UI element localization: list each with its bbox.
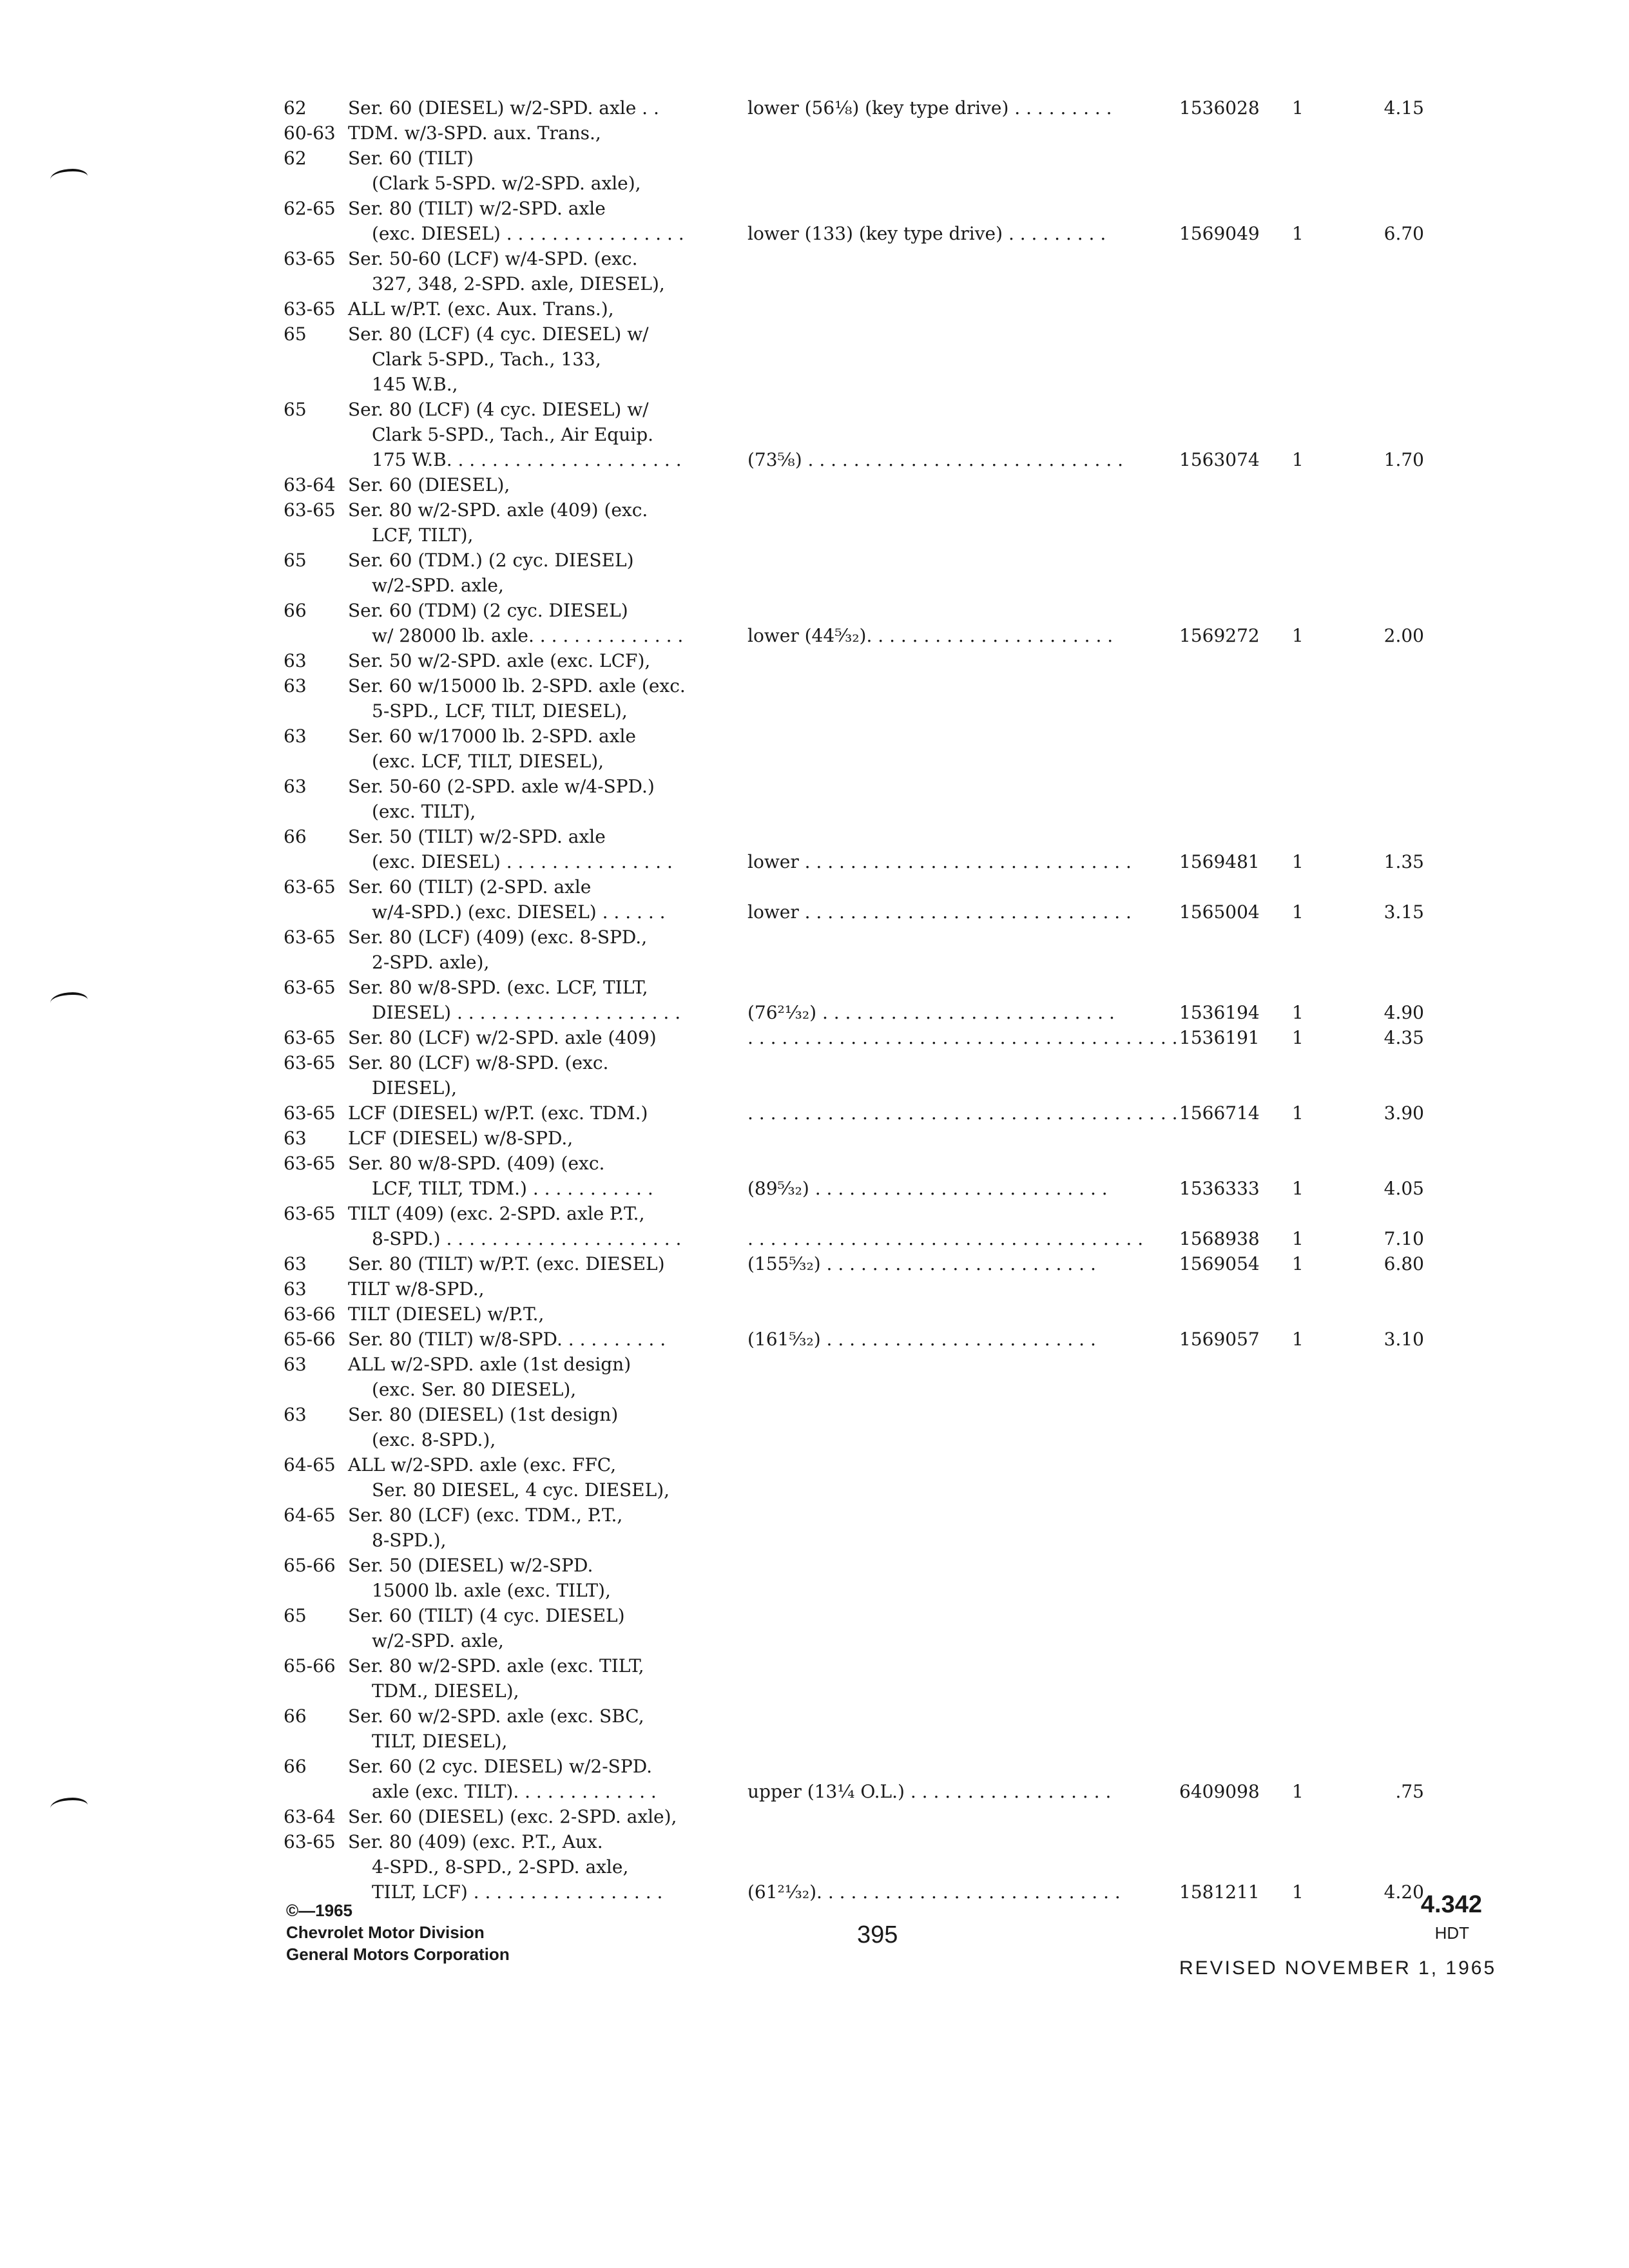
copyright-line: ©—1965: [286, 1901, 352, 1920]
part-description: (161⁵⁄₃₂) . . . . . . . . . . . . . . . . . . . . . . . .: [747, 1329, 1096, 1350]
model-year: 63-65: [284, 927, 336, 948]
model-year: 63-65: [284, 1052, 336, 1073]
application-description: TILT w/8-SPD.,: [348, 1278, 485, 1300]
section-code: HDT: [1434, 1923, 1469, 1943]
application-description: Ser. 60 (TDM) (2 cyc. DIESEL): [348, 600, 628, 621]
catalog-row: [284, 1427, 1443, 1452]
model-year: 63-65: [284, 876, 336, 898]
application-description: Ser. 80 (LCF) (exc. TDM., P.T.,: [348, 1504, 623, 1526]
price: 3.10: [1383, 1329, 1424, 1350]
application-description: Ser. 60 (TILT) (4 cyc. DIESEL): [348, 1605, 625, 1626]
model-year: 66: [284, 826, 307, 847]
page-number: 395: [857, 1921, 898, 1948]
catalog-row: [284, 724, 1443, 749]
model-year: 62: [284, 148, 307, 169]
price: 3.90: [1383, 1102, 1424, 1124]
application-description: Ser. 80 w/8-SPD. (exc. LCF, TILT,: [348, 977, 648, 998]
corporation-line: General Motors Corporation: [286, 1945, 510, 1964]
application-description: w/2-SPD. axle,: [372, 575, 504, 596]
catalog-row: [284, 447, 1443, 472]
model-year: 63: [284, 776, 307, 797]
revision-date: REVISED NOVEMBER 1, 1965: [1179, 1957, 1497, 1979]
application-description: TILT, DIESEL),: [372, 1731, 508, 1752]
catalog-row: [284, 271, 1443, 296]
catalog-row: [284, 1603, 1443, 1628]
price: 4.05: [1383, 1178, 1424, 1199]
catalog-row: [284, 849, 1443, 874]
catalog-row: [284, 1829, 1443, 1854]
binder-hole-mark: [50, 169, 88, 187]
application-description: w/4-SPD.) (exc. DIESEL) . . . . . .: [372, 901, 666, 923]
application-description: Ser. 80 (409) (exc. P.T., Aux.: [348, 1831, 603, 1852]
price: .75: [1395, 1781, 1424, 1802]
application-description: w/ 28000 lb. axle. . . . . . . . . . . . . .: [372, 625, 684, 646]
part-description: (61²¹⁄₃₂). . . . . . . . . . . . . . . . . . . . . . . . . . .: [747, 1881, 1121, 1903]
application-description: 15000 lb. axle (exc. TILT),: [372, 1580, 611, 1601]
part-description: (76²¹⁄₃₂) . . . . . . . . . . . . . . . . . . . . . . . . . .: [747, 1002, 1115, 1023]
price: 3.15: [1383, 901, 1424, 923]
price: 6.70: [1383, 223, 1424, 244]
model-year: 65: [284, 323, 307, 345]
catalog-row: [284, 899, 1443, 925]
price: 2.00: [1383, 625, 1424, 646]
catalog-row: [284, 1126, 1443, 1151]
model-year: 66: [284, 1706, 307, 1727]
application-description: Ser. 50 (DIESEL) w/2-SPD.: [348, 1555, 593, 1576]
catalog-row: [284, 874, 1443, 899]
application-description: Ser. 80 (TILT) w/2-SPD. axle: [348, 198, 606, 219]
model-year: 65: [284, 399, 307, 420]
catalog-row: [284, 1854, 1443, 1879]
catalog-row: [284, 523, 1443, 548]
catalog-row: [284, 1327, 1443, 1352]
catalog-row: [284, 1276, 1443, 1302]
price: 4.15: [1383, 97, 1424, 119]
application-description: w/2-SPD. axle,: [372, 1630, 504, 1651]
price: 4.20: [1383, 1881, 1424, 1903]
application-description: Ser. 50-60 (LCF) w/4-SPD. (exc.: [348, 248, 638, 269]
catalog-row: [284, 698, 1443, 724]
model-year: 63-65: [284, 977, 336, 998]
model-year: 63: [284, 1404, 307, 1425]
part-description: (73⅝) . . . . . . . . . . . . . . . . . . . . . . . . . . . .: [747, 449, 1124, 470]
application-description: LCF (DIESEL) w/P.T. (exc. TDM.): [348, 1102, 648, 1124]
model-year: 63: [284, 1354, 307, 1375]
price: 1.35: [1383, 851, 1424, 872]
catalog-row: [284, 573, 1443, 598]
application-description: Ser. 80 (TILT) w/8-SPD. . . . . . . . . .: [348, 1329, 666, 1350]
catalog-row: [284, 1452, 1443, 1477]
application-description: 5-SPD., LCF, TILT, DIESEL),: [372, 700, 628, 722]
catalog-row: [284, 221, 1443, 246]
application-description: Ser. 80 (LCF) (4 cyc. DIESEL) w/: [348, 323, 649, 345]
model-year: 63-65: [284, 1102, 336, 1124]
part-number: 1569054: [1179, 1253, 1260, 1274]
application-description: Ser. 50 (TILT) w/2-SPD. axle: [348, 826, 606, 847]
model-year: 66: [284, 1756, 307, 1777]
catalog-row: [284, 1377, 1443, 1402]
application-description: Clark 5-SPD., Tach., 133,: [372, 349, 601, 370]
catalog-row: [284, 673, 1443, 698]
catalog-row: [284, 246, 1443, 271]
part-number: 1536191: [1179, 1027, 1260, 1048]
division-line: Chevrolet Motor Division: [286, 1923, 485, 1942]
application-description: (exc. TILT),: [372, 801, 476, 822]
part-number: 1569481: [1179, 851, 1260, 872]
model-year: 63-65: [284, 1027, 336, 1048]
application-description: TILT (DIESEL) w/P.T.,: [348, 1303, 545, 1325]
part-description: lower . . . . . . . . . . . . . . . . . . . . . . . . . . . . .: [747, 901, 1132, 923]
catalog-row: [284, 648, 1443, 673]
model-year: 65: [284, 1605, 307, 1626]
application-description: LCF, TILT, TDM.) . . . . . . . . . . .: [372, 1178, 653, 1199]
application-description: Ser. 60 (TILT): [348, 148, 474, 169]
model-year: 63-65: [284, 499, 336, 521]
model-year: 62: [284, 97, 307, 119]
application-description: TILT (409) (exc. 2-SPD. axle P.T.,: [348, 1203, 645, 1224]
application-description: ALL w/2-SPD. axle (exc. FFC,: [348, 1454, 617, 1475]
quantity: 1: [1292, 1781, 1304, 1802]
model-year: 63: [284, 1253, 307, 1274]
quantity: 1: [1292, 1002, 1304, 1023]
catalog-row: [284, 1553, 1443, 1578]
application-description: Ser. 60 (TDM.) (2 cyc. DIESEL): [348, 550, 634, 571]
application-description: Ser. 80 (LCF) (4 cyc. DIESEL) w/: [348, 399, 649, 420]
model-year: 63-65: [284, 1203, 336, 1224]
part-description: upper (13¼ O.L.) . . . . . . . . . . . . . . . . . .: [747, 1781, 1112, 1802]
application-description: Ser. 80 w/2-SPD. axle (exc. TILT,: [348, 1655, 644, 1677]
catalog-row: [284, 598, 1443, 623]
application-description: Ser. 60 (DIESEL) (exc. 2-SPD. axle),: [348, 1806, 677, 1827]
model-year: 63: [284, 1278, 307, 1300]
application-description: ALL w/P.T. (exc. Aux. Trans.),: [348, 298, 614, 320]
catalog-row: [284, 95, 1443, 120]
model-year: 65-66: [284, 1655, 336, 1677]
model-year: 65: [284, 550, 307, 571]
quantity: 1: [1292, 901, 1304, 923]
quantity: 1: [1292, 1178, 1304, 1199]
quantity: 1: [1292, 1253, 1304, 1274]
catalog-row: [284, 347, 1443, 372]
catalog-row: [284, 472, 1443, 497]
application-description: 145 W.B.,: [372, 374, 458, 395]
quantity: 1: [1292, 1228, 1304, 1249]
model-year: 60-63: [284, 122, 336, 144]
application-description: Ser. 80 (TILT) w/P.T. (exc. DIESEL): [348, 1253, 665, 1274]
part-number: 1536194: [1179, 1002, 1260, 1023]
application-description: (exc. DIESEL) . . . . . . . . . . . . . . . .: [372, 223, 684, 244]
model-year: 63: [284, 1128, 307, 1149]
part-number: 1569057: [1179, 1329, 1260, 1350]
application-description: DIESEL) . . . . . . . . . . . . . . . . . . . .: [372, 1002, 681, 1023]
model-year: 63-64: [284, 1806, 336, 1827]
catalog-row: [284, 1151, 1443, 1176]
application-description: Clark 5-SPD., Tach., Air Equip.: [372, 424, 654, 445]
part-description: . . . . . . . . . . . . . . . . . . . . . . . . . . . . . . . . . . .: [747, 1228, 1144, 1249]
catalog-row: [284, 1402, 1443, 1427]
application-description: Ser. 60 (2 cyc. DIESEL) w/2-SPD.: [348, 1756, 653, 1777]
catalog-row: [284, 1050, 1443, 1075]
catalog-row: [284, 1528, 1443, 1553]
quantity: 1: [1292, 1102, 1304, 1124]
catalog-row: [284, 146, 1443, 171]
catalog-row: [284, 950, 1443, 975]
application-description: 4-SPD., 8-SPD., 2-SPD. axle,: [372, 1856, 629, 1878]
model-year: 63-64: [284, 474, 336, 495]
application-description: (exc. Ser. 80 DIESEL),: [372, 1379, 577, 1400]
application-description: LCF, TILT),: [372, 524, 474, 546]
application-description: (exc. 8-SPD.),: [372, 1429, 496, 1450]
quantity: 1: [1292, 1881, 1304, 1903]
price: 7.10: [1383, 1228, 1424, 1249]
application-description: 8-SPD.),: [372, 1530, 447, 1551]
catalog-row: [284, 1025, 1443, 1050]
part-number: 1568938: [1179, 1228, 1260, 1249]
catalog-row: [284, 1503, 1443, 1528]
application-description: 8-SPD.) . . . . . . . . . . . . . . . . . . . . .: [372, 1228, 682, 1249]
application-description: (Clark 5-SPD. w/2-SPD. axle),: [372, 173, 641, 194]
application-description: Ser. 80 w/8-SPD. (409) (exc.: [348, 1153, 605, 1174]
catalog-row: [284, 1653, 1443, 1678]
application-description: Ser. 60 (DIESEL) w/2-SPD. axle . .: [348, 97, 659, 119]
catalog-row: [284, 1176, 1443, 1201]
application-description: Ser. 80 (DIESEL) (1st design): [348, 1404, 619, 1425]
catalog-row: [284, 497, 1443, 523]
catalog-row: [284, 1201, 1443, 1226]
catalog-row: [284, 120, 1443, 146]
model-year: 63-66: [284, 1303, 336, 1325]
application-description: Ser. 50-60 (2-SPD. axle w/4-SPD.): [348, 776, 655, 797]
part-number: 1565004: [1179, 901, 1260, 923]
part-number: 1563074: [1179, 449, 1260, 470]
application-description: DIESEL),: [372, 1077, 457, 1099]
binder-hole-mark: [50, 992, 88, 1010]
part-description: (155⁵⁄₃₂) . . . . . . . . . . . . . . . . . . . . . . . .: [747, 1253, 1096, 1274]
application-description: Ser. 80 (LCF) w/2-SPD. axle (409): [348, 1027, 657, 1048]
catalog-row: [284, 1779, 1443, 1804]
catalog-row: [284, 296, 1443, 322]
catalog-row: [284, 1704, 1443, 1729]
parts-listing: [284, 95, 1443, 1905]
catalog-row: [284, 749, 1443, 774]
quantity: 1: [1292, 1329, 1304, 1350]
application-description: 2-SPD. axle),: [372, 952, 490, 973]
model-year: 63: [284, 675, 307, 697]
application-description: Ser. 80 (LCF) (409) (exc. 8-SPD.,: [348, 927, 648, 948]
application-description: TILT, LCF) . . . . . . . . . . . . . . . . .: [372, 1881, 663, 1903]
catalog-row: [284, 171, 1443, 196]
binder-hole-mark: [50, 1798, 88, 1816]
part-number: 1536333: [1179, 1178, 1260, 1199]
application-description: LCF (DIESEL) w/8-SPD.,: [348, 1128, 574, 1149]
catalog-row: [284, 925, 1443, 950]
catalog-row: [284, 1352, 1443, 1377]
part-description: lower (133) (key type drive) . . . . . . . . .: [747, 223, 1106, 244]
quantity: 1: [1292, 851, 1304, 872]
model-year: 63-65: [284, 1831, 336, 1852]
quantity: 1: [1292, 97, 1304, 119]
catalog-row: [284, 372, 1443, 397]
model-year: 63: [284, 726, 307, 747]
part-number: 1581211: [1179, 1881, 1260, 1903]
catalog-row: [284, 397, 1443, 422]
catalog-row: [284, 774, 1443, 799]
part-description: lower (44⁵⁄₃₂). . . . . . . . . . . . . . . . . . . . . .: [747, 625, 1113, 646]
application-description: axle (exc. TILT). . . . . . . . . . . . .: [372, 1781, 657, 1802]
catalog-row: [284, 1100, 1443, 1126]
model-year: 63-65: [284, 298, 336, 320]
application-description: 327, 348, 2-SPD. axle, DIESEL),: [372, 273, 665, 294]
part-number: 1536028: [1179, 97, 1260, 119]
part-description: . . . . . . . . . . . . . . . . . . . . . . . . . . . . . . . . . . . . . .: [747, 1027, 1178, 1048]
model-year: 64-65: [284, 1504, 336, 1526]
application-description: Ser. 60 (TILT) (2-SPD. axle: [348, 876, 592, 898]
catalog-row: [284, 1678, 1443, 1704]
application-description: 175 W.B. . . . . . . . . . . . . . . . . . . . .: [372, 449, 682, 470]
model-year: 63: [284, 650, 307, 671]
part-number: 1569272: [1179, 625, 1260, 646]
catalog-row: [284, 1302, 1443, 1327]
catalog-row: [284, 1251, 1443, 1276]
catalog-row: [284, 1628, 1443, 1653]
quantity: 1: [1292, 1027, 1304, 1048]
application-description: TDM. w/3-SPD. aux. Trans.,: [348, 122, 601, 144]
model-year: 65-66: [284, 1555, 336, 1576]
application-description: Ser. 60 (DIESEL),: [348, 474, 510, 495]
catalog-row: [284, 799, 1443, 824]
catalog-row: [284, 322, 1443, 347]
part-description: . . . . . . . . . . . . . . . . . . . . . . . . . . . . . . . . . . . . . .: [747, 1102, 1178, 1124]
catalog-row: [284, 1729, 1443, 1754]
publisher-block: [286, 1899, 510, 1965]
price: 6.80: [1383, 1253, 1424, 1274]
application-description: Ser. 80 w/2-SPD. axle (409) (exc.: [348, 499, 648, 521]
catalog-row: [284, 975, 1443, 1000]
catalog-row: [284, 1226, 1443, 1251]
application-description: Ser. 60 w/15000 lb. 2-SPD. axle (exc.: [348, 675, 686, 697]
catalog-row: [284, 1804, 1443, 1829]
catalog-row: [284, 1477, 1443, 1503]
model-year: 66: [284, 600, 307, 621]
model-year: 63-65: [284, 248, 336, 269]
part-number: 1566714: [1179, 1102, 1260, 1124]
price: 4.90: [1383, 1002, 1424, 1023]
quantity: 1: [1292, 223, 1304, 244]
catalog-row: [284, 1578, 1443, 1603]
application-description: (exc. LCF, TILT, DIESEL),: [372, 751, 604, 772]
part-description: (89⁵⁄₃₂) . . . . . . . . . . . . . . . . . . . . . . . . . .: [747, 1178, 1108, 1199]
application-description: TDM., DIESEL),: [372, 1680, 519, 1702]
model-year: 63-65: [284, 1153, 336, 1174]
application-description: Ser. 60 w/17000 lb. 2-SPD. axle: [348, 726, 637, 747]
model-year: 65-66: [284, 1329, 336, 1350]
model-year: 64-65: [284, 1454, 336, 1475]
application-description: Ser. 50 w/2-SPD. axle (exc. LCF),: [348, 650, 651, 671]
application-description: ALL w/2-SPD. axle (1st design): [348, 1354, 631, 1375]
application-description: Ser. 80 (LCF) w/8-SPD. (exc.: [348, 1052, 609, 1073]
catalog-row: [284, 548, 1443, 573]
application-description: Ser. 60 w/2-SPD. axle (exc. SBC,: [348, 1706, 644, 1727]
price: 4.35: [1383, 1027, 1424, 1048]
application-description: (exc. DIESEL) . . . . . . . . . . . . . . .: [372, 851, 673, 872]
quantity: 1: [1292, 625, 1304, 646]
catalog-row: [284, 1075, 1443, 1100]
catalog-row: [284, 1000, 1443, 1025]
catalog-row: [284, 824, 1443, 849]
catalog-row: [284, 422, 1443, 447]
section-number: 4.342: [1420, 1891, 1482, 1918]
part-description: lower (56⅛) (key type drive) . . . . . . . . .: [747, 97, 1112, 119]
quantity: 1: [1292, 449, 1304, 470]
part-number: 6409098: [1179, 1781, 1260, 1802]
catalog-row: [284, 196, 1443, 221]
part-description: lower . . . . . . . . . . . . . . . . . . . . . . . . . . . . .: [747, 851, 1132, 872]
part-number: 1569049: [1179, 223, 1260, 244]
catalog-row: [284, 1754, 1443, 1779]
model-year: 62-65: [284, 198, 336, 219]
application-description: Ser. 80 DIESEL, 4 cyc. DIESEL),: [372, 1479, 670, 1501]
catalog-row: [284, 623, 1443, 648]
price: 1.70: [1383, 449, 1424, 470]
